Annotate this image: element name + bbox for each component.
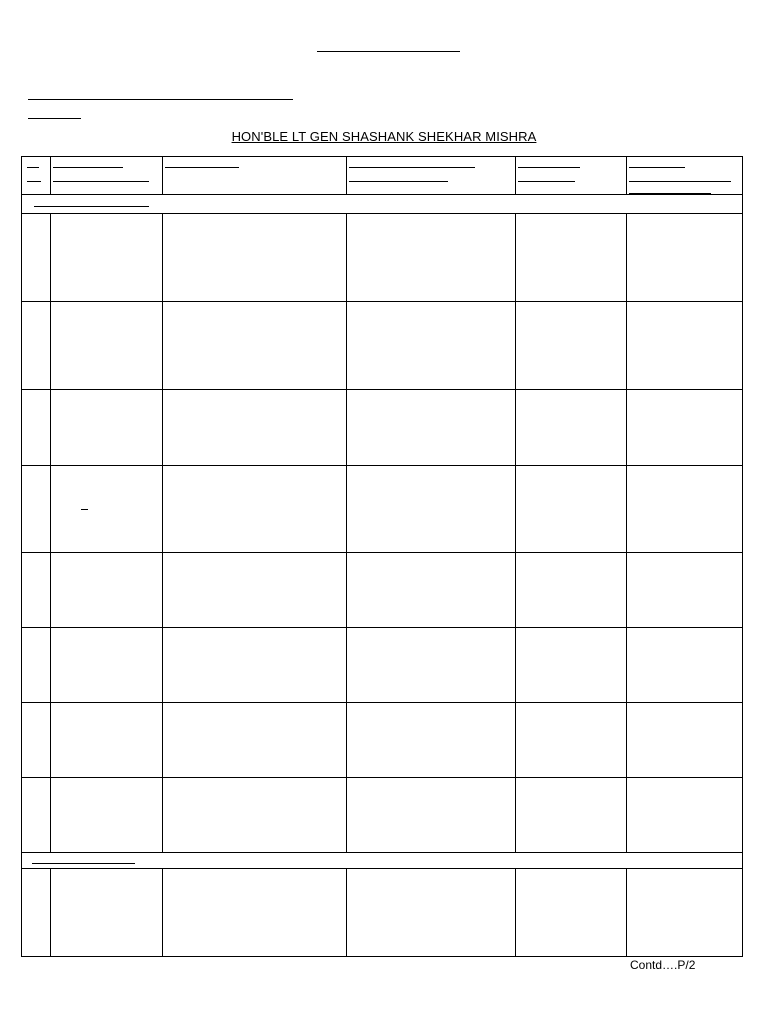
page-title: HON'BLE LT GEN SHASHANK SHEKHAR MISHRA bbox=[231, 129, 537, 144]
header-cell-col5 bbox=[516, 157, 627, 195]
table-header-row bbox=[22, 157, 743, 195]
table-row bbox=[22, 628, 743, 703]
section-header-row bbox=[22, 853, 743, 869]
redacted-short-line bbox=[28, 118, 81, 119]
table-row bbox=[22, 778, 743, 853]
table-row bbox=[22, 390, 743, 466]
header-cell-col6 bbox=[627, 157, 743, 195]
header-cell-col3 bbox=[163, 157, 347, 195]
table-row bbox=[22, 703, 743, 778]
continued-note: Contd….P/2 bbox=[630, 958, 696, 972]
section-header-cell bbox=[22, 195, 743, 214]
table-row bbox=[22, 466, 743, 553]
schedule-table bbox=[21, 156, 743, 957]
header-cell-col4 bbox=[347, 157, 516, 195]
section-header-row bbox=[22, 195, 743, 214]
table-row bbox=[22, 553, 743, 628]
table-row bbox=[22, 302, 743, 390]
header-cell-col2 bbox=[51, 157, 163, 195]
dash-mark bbox=[81, 509, 88, 510]
header-cell-sno bbox=[22, 157, 51, 195]
row-dash-cell bbox=[51, 466, 163, 553]
section-header-cell bbox=[22, 853, 743, 869]
redacted-address-line bbox=[28, 99, 293, 100]
table-row bbox=[22, 214, 743, 302]
table-row bbox=[22, 869, 743, 957]
redacted-heading-line bbox=[317, 51, 460, 52]
